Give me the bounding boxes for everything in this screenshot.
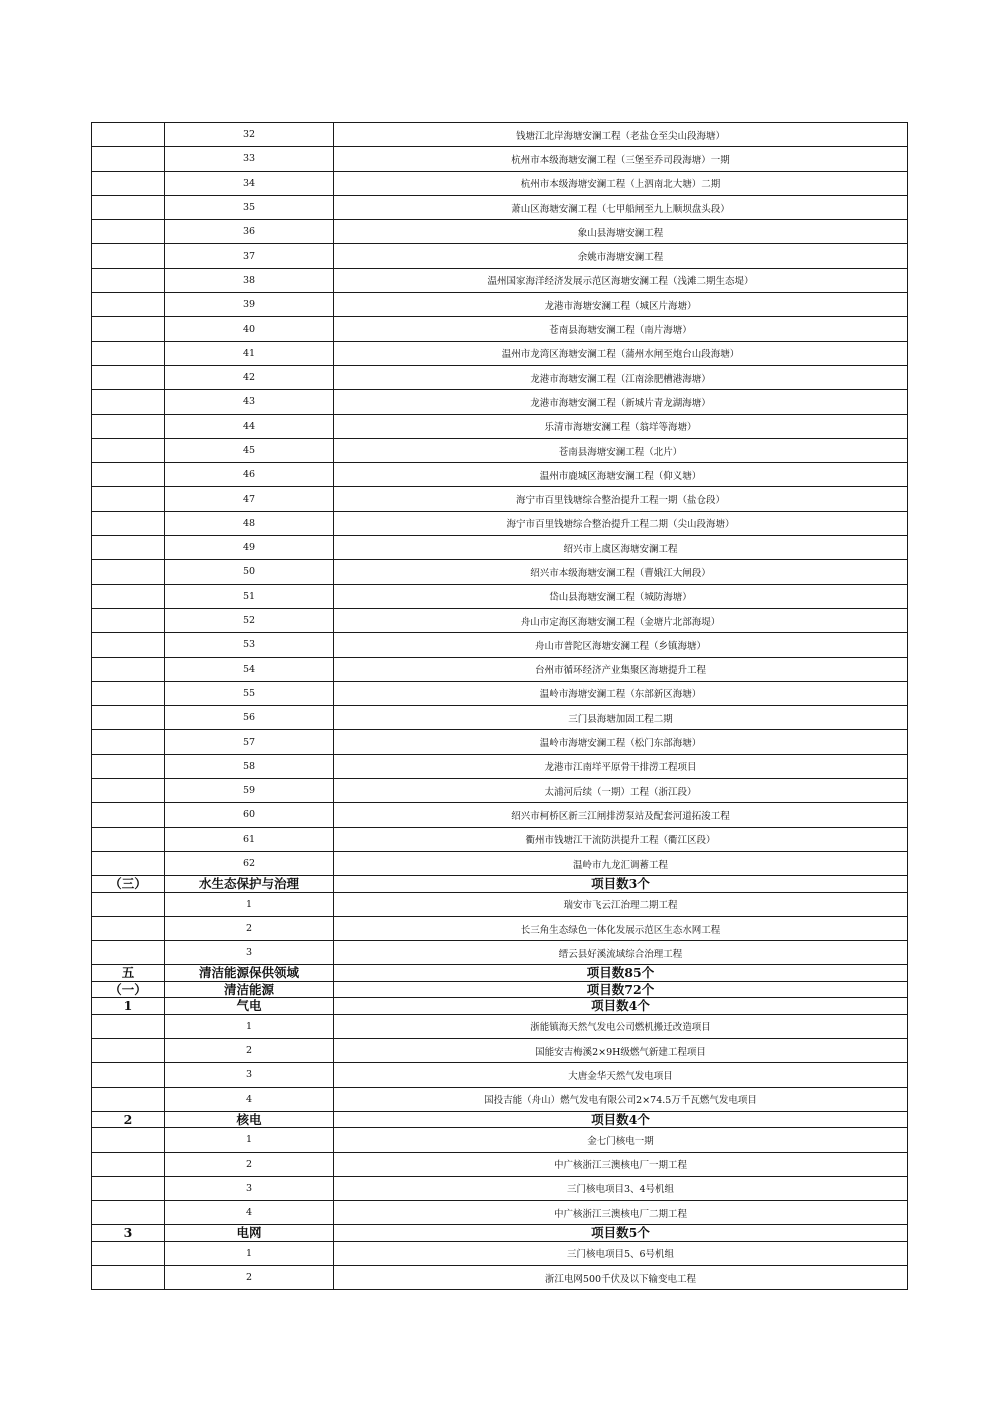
item-number-cell: 3 <box>165 1176 334 1200</box>
project-count-cell: 项目数5个 <box>334 1225 908 1241</box>
project-table-body <box>92 123 908 1290</box>
blank-cell <box>92 1241 165 1265</box>
table-row <box>92 365 908 389</box>
section-title-cell: 水生态保护与治理 <box>165 876 334 892</box>
blank-cell <box>92 1128 165 1152</box>
table-row <box>92 1241 908 1265</box>
blank-cell <box>92 681 165 705</box>
table-row <box>92 123 908 147</box>
blank-cell <box>92 487 165 511</box>
table-row <box>92 1201 908 1225</box>
item-number-cell: 40 <box>165 317 334 341</box>
project-name-cell: 龙港市江南垟平原骨干排涝工程项目 <box>334 754 908 778</box>
item-number-cell: 34 <box>165 171 334 195</box>
item-number-cell: 38 <box>165 268 334 292</box>
section-header-row <box>92 981 908 997</box>
project-name-cell: 海宁市百里钱塘综合整治提升工程一期（盐仓段） <box>334 487 908 511</box>
table-row <box>92 657 908 681</box>
section-number-cell: 3 <box>92 1225 165 1241</box>
project-name-cell: 缙云县好溪流域综合治理工程 <box>334 941 908 965</box>
blank-cell <box>92 916 165 940</box>
table-row <box>92 1176 908 1200</box>
item-number-cell: 33 <box>165 147 334 171</box>
project-name-cell: 温岭市九龙汇调蓄工程 <box>334 851 908 875</box>
blank-cell <box>92 892 165 916</box>
project-name-cell: 温州市龙湾区海塘安澜工程（蒲州水闸至炮台山段海塘） <box>334 341 908 365</box>
blank-cell <box>92 147 165 171</box>
blank-cell <box>92 633 165 657</box>
table-row <box>92 892 908 916</box>
project-count-cell: 项目数85个 <box>334 965 908 981</box>
section-header-row <box>92 1111 908 1127</box>
blank-cell <box>92 365 165 389</box>
blank-cell <box>92 779 165 803</box>
item-number-cell: 56 <box>165 706 334 730</box>
table-row <box>92 754 908 778</box>
item-number-cell: 2 <box>165 1152 334 1176</box>
section-header-row <box>92 1225 908 1241</box>
table-row <box>92 1063 908 1087</box>
blank-cell <box>92 171 165 195</box>
item-number-cell: 4 <box>165 1087 334 1111</box>
table-row <box>92 803 908 827</box>
project-name-cell: 国投吉能（舟山）燃气发电有限公司2×74.5万千瓦燃气发电项目 <box>334 1087 908 1111</box>
item-number-cell: 42 <box>165 365 334 389</box>
table-row <box>92 560 908 584</box>
project-name-cell: 国能安吉梅溪2×9H级燃气新建工程项目 <box>334 1038 908 1062</box>
table-row <box>92 317 908 341</box>
project-name-cell: 钱塘江北岸海塘安澜工程（老盐仓至尖山段海塘） <box>334 123 908 147</box>
table-row <box>92 341 908 365</box>
item-number-cell: 35 <box>165 195 334 219</box>
section-number-cell: 五 <box>92 965 165 981</box>
project-name-cell: 温州国家海洋经济发展示范区海塘安澜工程（浅滩二期生态堤） <box>334 268 908 292</box>
project-name-cell: 温岭市海塘安澜工程（松门东部海塘） <box>334 730 908 754</box>
section-number-cell: 2 <box>92 1111 165 1127</box>
table-row <box>92 1014 908 1038</box>
item-number-cell: 62 <box>165 851 334 875</box>
blank-cell <box>92 293 165 317</box>
project-name-cell: 三门核电项目3、4号机组 <box>334 1176 908 1200</box>
project-name-cell: 苍南县海塘安澜工程（北片） <box>334 438 908 462</box>
item-number-cell: 53 <box>165 633 334 657</box>
table-row <box>92 220 908 244</box>
table-row <box>92 681 908 705</box>
blank-cell <box>92 1063 165 1087</box>
blank-cell <box>92 941 165 965</box>
project-name-cell: 舟山市普陀区海塘安澜工程（乡镇海塘） <box>334 633 908 657</box>
blank-cell <box>92 1176 165 1200</box>
table-row <box>92 941 908 965</box>
table-row <box>92 608 908 632</box>
project-name-cell: 衢州市钱塘江干流防洪提升工程（衢江区段） <box>334 827 908 851</box>
item-number-cell: 54 <box>165 657 334 681</box>
project-name-cell: 杭州市本级海塘安澜工程（三堡至乔司段海塘）一期 <box>334 147 908 171</box>
project-name-cell: 中广核浙江三澳核电厂二期工程 <box>334 1201 908 1225</box>
blank-cell <box>92 1038 165 1062</box>
item-number-cell: 2 <box>165 1038 334 1062</box>
blank-cell <box>92 827 165 851</box>
blank-cell <box>92 657 165 681</box>
table-row <box>92 536 908 560</box>
item-number-cell: 43 <box>165 390 334 414</box>
blank-cell <box>92 390 165 414</box>
project-count-cell: 项目数72个 <box>334 981 908 997</box>
table-row <box>92 1128 908 1152</box>
item-number-cell: 37 <box>165 244 334 268</box>
table-row <box>92 463 908 487</box>
blank-cell <box>92 536 165 560</box>
blank-cell <box>92 1201 165 1225</box>
project-name-cell: 绍兴市柯桥区新三江闸排涝泵站及配套河道拓浚工程 <box>334 803 908 827</box>
item-number-cell: 1 <box>165 892 334 916</box>
project-name-cell: 萧山区海塘安澜工程（七甲船闸至九上顺坝盘头段） <box>334 195 908 219</box>
table-row <box>92 1038 908 1062</box>
item-number-cell: 60 <box>165 803 334 827</box>
section-number-cell: （一） <box>92 981 165 997</box>
project-count-cell: 项目数3个 <box>334 876 908 892</box>
table-row <box>92 511 908 535</box>
project-name-cell: 绍兴市本级海塘安澜工程（曹娥江大闸段） <box>334 560 908 584</box>
item-number-cell: 51 <box>165 584 334 608</box>
table-row <box>92 1266 908 1290</box>
project-name-cell: 长三角生态绿色一体化发展示范区生态水网工程 <box>334 916 908 940</box>
blank-cell <box>92 341 165 365</box>
blank-cell <box>92 1014 165 1038</box>
item-number-cell: 52 <box>165 608 334 632</box>
project-name-cell: 苍南县海塘安澜工程（南片海塘） <box>334 317 908 341</box>
table-row <box>92 244 908 268</box>
item-number-cell: 45 <box>165 438 334 462</box>
blank-cell <box>92 706 165 730</box>
table-row <box>92 487 908 511</box>
project-name-cell: 温岭市海塘安澜工程（东部新区海塘） <box>334 681 908 705</box>
item-number-cell: 48 <box>165 511 334 535</box>
table-row <box>92 195 908 219</box>
item-number-cell: 59 <box>165 779 334 803</box>
table-row <box>92 268 908 292</box>
section-title-cell: 核电 <box>165 1111 334 1127</box>
item-number-cell: 3 <box>165 941 334 965</box>
blank-cell <box>92 463 165 487</box>
item-number-cell: 4 <box>165 1201 334 1225</box>
blank-cell <box>92 584 165 608</box>
item-number-cell: 36 <box>165 220 334 244</box>
item-number-cell: 3 <box>165 1063 334 1087</box>
section-title-cell: 清洁能源保供领域 <box>165 965 334 981</box>
item-number-cell: 49 <box>165 536 334 560</box>
section-header-row <box>92 876 908 892</box>
item-number-cell: 47 <box>165 487 334 511</box>
table-row <box>92 414 908 438</box>
project-name-cell: 龙港市海塘安澜工程（新城片青龙湖海塘） <box>334 390 908 414</box>
table-row <box>92 851 908 875</box>
project-name-cell: 中广核浙江三澳核电厂一期工程 <box>334 1152 908 1176</box>
project-name-cell: 龙港市海塘安澜工程（江南涂肥槽港海塘） <box>334 365 908 389</box>
table-row <box>92 827 908 851</box>
blank-cell <box>92 268 165 292</box>
section-header-row <box>92 998 908 1014</box>
blank-cell <box>92 560 165 584</box>
blank-cell <box>92 220 165 244</box>
project-name-cell: 温州市鹿城区海塘安澜工程（仰义塘） <box>334 463 908 487</box>
blank-cell <box>92 1266 165 1290</box>
item-number-cell: 61 <box>165 827 334 851</box>
project-name-cell: 龙港市海塘安澜工程（城区片海塘） <box>334 293 908 317</box>
section-number-cell: 1 <box>92 998 165 1014</box>
section-title-cell: 电网 <box>165 1225 334 1241</box>
table-row <box>92 633 908 657</box>
project-name-cell: 金七门核电一期 <box>334 1128 908 1152</box>
project-name-cell: 浙能镇海天然气发电公司燃机搬迁改造项目 <box>334 1014 908 1038</box>
item-number-cell: 2 <box>165 1266 334 1290</box>
project-name-cell: 台州市循环经济产业集聚区海塘提升工程 <box>334 657 908 681</box>
project-name-cell: 舟山市定海区海塘安澜工程（金塘片北部海堤） <box>334 608 908 632</box>
project-name-cell: 岱山县海塘安澜工程（城防海塘） <box>334 584 908 608</box>
item-number-cell: 57 <box>165 730 334 754</box>
project-name-cell: 三门核电项目5、6号机组 <box>334 1241 908 1265</box>
project-name-cell: 绍兴市上虞区海塘安澜工程 <box>334 536 908 560</box>
project-list-document <box>91 122 907 1290</box>
blank-cell <box>92 730 165 754</box>
item-number-cell: 50 <box>165 560 334 584</box>
project-name-cell: 太浦河后续（一期）工程（浙江段） <box>334 779 908 803</box>
section-number-cell: （三） <box>92 876 165 892</box>
table-row <box>92 171 908 195</box>
item-number-cell: 55 <box>165 681 334 705</box>
table-row <box>92 147 908 171</box>
item-number-cell: 58 <box>165 754 334 778</box>
project-count-cell: 项目数4个 <box>334 1111 908 1127</box>
table-row <box>92 916 908 940</box>
table-row <box>92 730 908 754</box>
blank-cell <box>92 414 165 438</box>
table-row <box>92 584 908 608</box>
blank-cell <box>92 1152 165 1176</box>
table-row <box>92 293 908 317</box>
project-name-cell: 乐清市海塘安澜工程（翁垟等海塘） <box>334 414 908 438</box>
project-table <box>91 122 908 1290</box>
table-row <box>92 1087 908 1111</box>
blank-cell <box>92 803 165 827</box>
project-name-cell: 瑞安市飞云江治理二期工程 <box>334 892 908 916</box>
item-number-cell: 1 <box>165 1241 334 1265</box>
item-number-cell: 39 <box>165 293 334 317</box>
blank-cell <box>92 438 165 462</box>
item-number-cell: 1 <box>165 1128 334 1152</box>
table-row <box>92 438 908 462</box>
project-name-cell: 杭州市本级海塘安澜工程（上泗南北大塘）二期 <box>334 171 908 195</box>
section-title-cell: 清洁能源 <box>165 981 334 997</box>
item-number-cell: 41 <box>165 341 334 365</box>
blank-cell <box>92 754 165 778</box>
item-number-cell: 2 <box>165 916 334 940</box>
item-number-cell: 32 <box>165 123 334 147</box>
project-name-cell: 浙江电网500千伏及以下输变电工程 <box>334 1266 908 1290</box>
blank-cell <box>92 511 165 535</box>
item-number-cell: 1 <box>165 1014 334 1038</box>
project-name-cell: 大唐金华天然气发电项目 <box>334 1063 908 1087</box>
section-title-cell: 气电 <box>165 998 334 1014</box>
project-name-cell: 余姚市海塘安澜工程 <box>334 244 908 268</box>
blank-cell <box>92 123 165 147</box>
table-row <box>92 779 908 803</box>
table-row <box>92 1152 908 1176</box>
blank-cell <box>92 317 165 341</box>
project-name-cell: 海宁市百里钱塘综合整治提升工程二期（尖山段海塘） <box>334 511 908 535</box>
project-name-cell: 三门县海塘加固工程二期 <box>334 706 908 730</box>
blank-cell <box>92 195 165 219</box>
blank-cell <box>92 1087 165 1111</box>
table-row <box>92 390 908 414</box>
item-number-cell: 46 <box>165 463 334 487</box>
section-header-row <box>92 965 908 981</box>
blank-cell <box>92 608 165 632</box>
item-number-cell: 44 <box>165 414 334 438</box>
blank-cell <box>92 244 165 268</box>
table-row <box>92 706 908 730</box>
project-name-cell: 象山县海塘安澜工程 <box>334 220 908 244</box>
project-count-cell: 项目数4个 <box>334 998 908 1014</box>
blank-cell <box>92 851 165 875</box>
